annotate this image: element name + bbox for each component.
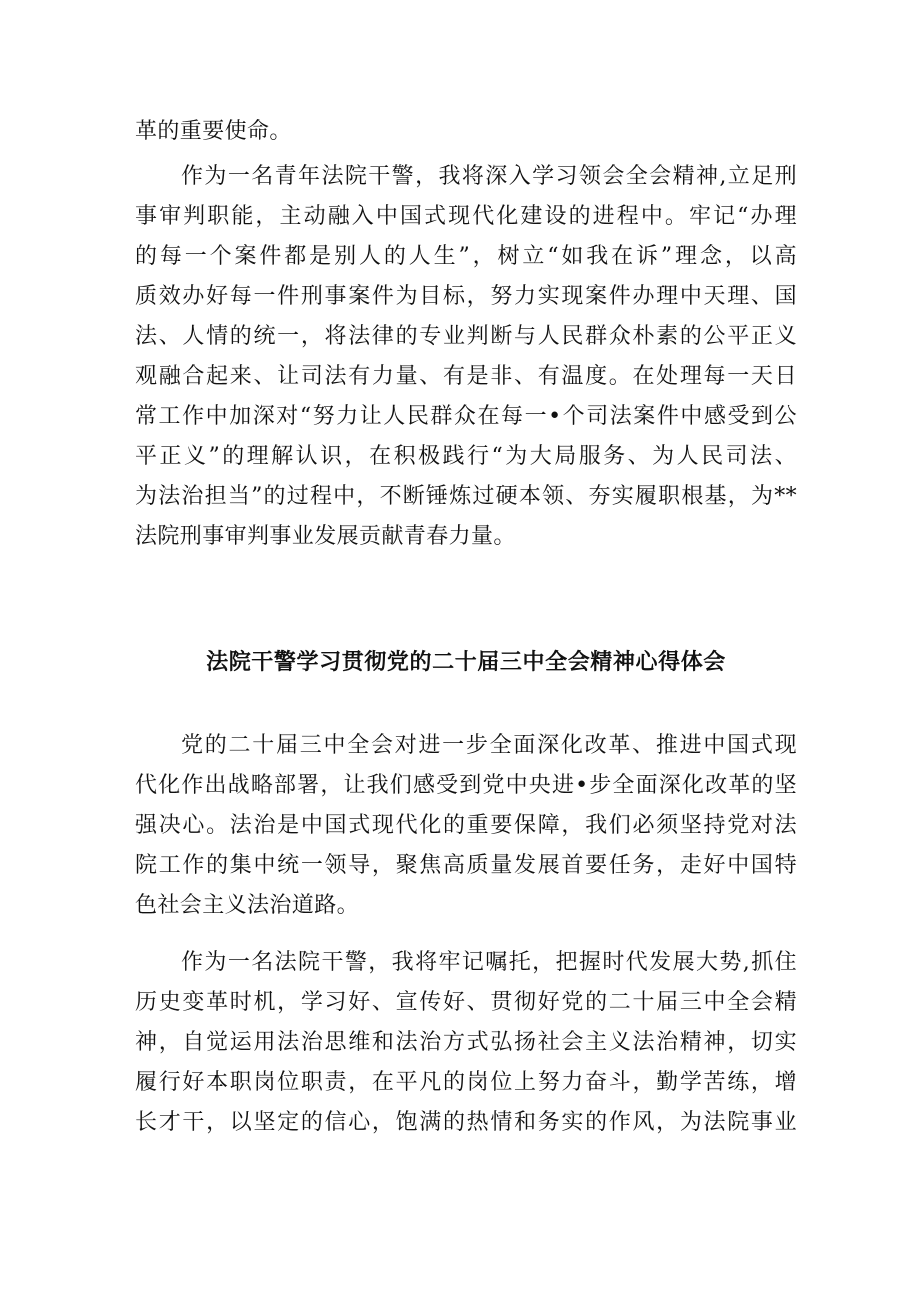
paragraph-officer-pledge xyxy=(135,943,797,1143)
paragraph-line: 履行好本职岗位职责，在平凡的岗位上努力奋斗，勤学苦练，增 xyxy=(135,1070,797,1095)
paragraph-line: 平正义”的理解认识，在积极践行“为大局服务、为人民司法、 xyxy=(135,444,797,469)
paragraph-line: 为法治担当”的过程中，不断锤炼过硬本领、夯实履职根基，为** xyxy=(135,484,797,509)
paragraph-line: 色社会主义法治道路。 xyxy=(135,893,360,918)
paragraph-line: 代化作出战略部署，让我们感受到党中央进•步全面深化改革的坚 xyxy=(135,773,797,798)
paragraph-line: 作为一名青年法院干警，我将深入学习领会全会精神,立足刑 xyxy=(181,164,797,189)
paragraph-line: 长才干，以坚定的信心，饱满的热情和务实的作风，为法院事业 xyxy=(135,1110,797,1135)
paragraph-line: 党的二十届三中全会对进一步全面深化改革、推进中国式现 xyxy=(181,733,797,758)
paragraph-line: 的每一个案件都是别人的人生”，树立“如我在诉”理念，以高 xyxy=(135,244,797,269)
paragraph-line: 院工作的集中统一领导，聚焦高质量发展首要任务，走好中国特 xyxy=(135,853,797,878)
paragraph-line: 观融合起来、让司法有力量、有是非、有温度。在处理每一天日 xyxy=(135,364,797,389)
paragraph-plenum-significance xyxy=(135,726,797,926)
paragraph-line: 革的重要使命。 xyxy=(135,119,292,144)
paragraph-line: 法、人情的统一，将法律的专业判断与人民群众朴素的公平正义 xyxy=(135,324,797,349)
section-title: 法院干警学习贯彻党的二十届三中全会精神心得体会 xyxy=(206,649,726,675)
paragraph-line: 作为一名法院干警，我将牢记嘱托，把握时代发展大势,抓住 xyxy=(181,950,797,975)
paragraph-line: 事审判职能，主动融入中国式现代化建设的进程中。牢记“办理 xyxy=(135,204,797,229)
paragraph-line: 常工作中加深对“努力让人民群众在每一•个司法案件中感受到公 xyxy=(135,404,797,429)
paragraph-line: 强决心。法治是中国式现代化的重要保障，我们必须坚持党对法 xyxy=(135,813,797,838)
top-fragment xyxy=(135,112,797,152)
paragraph-line: 历史变革时机，学习好、宣传好、贯彻好党的二十届三中全会精 xyxy=(135,990,797,1015)
paragraph-line: 法院刑事审判事业发展贡献青春力量。 xyxy=(135,524,516,549)
paragraph-young-officer-commitment xyxy=(135,157,797,557)
paragraph-line: 神，自觉运用法治思维和法治方式弘扬社会主义法治精神，切实 xyxy=(135,1030,797,1055)
paragraph-line: 质效办好每一件刑事案件为目标，努力实现案件办理中天理、国 xyxy=(135,284,797,309)
